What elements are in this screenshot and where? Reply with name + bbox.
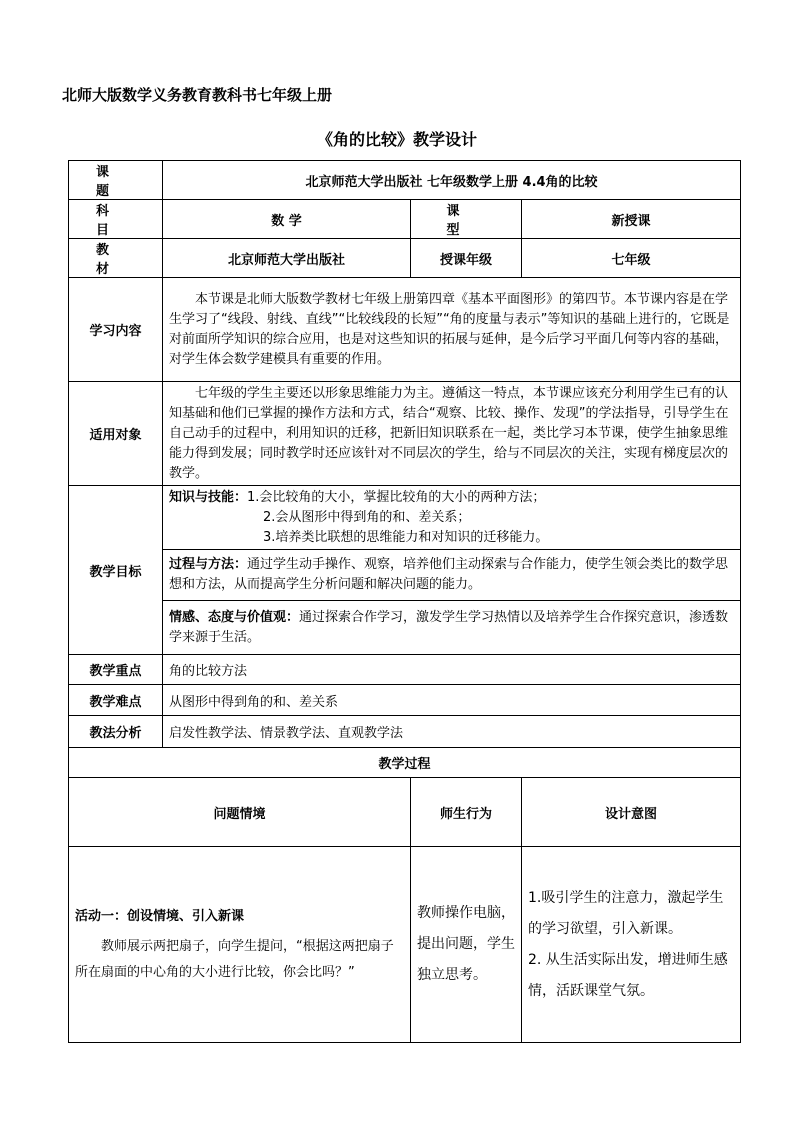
process-text: 通过学生动手操作、观察，培养他们主动探索与合作能力，使学生领会类比的数学思想和方法，从而提高学生分析问题和解决问题的能力。 <box>169 557 729 592</box>
emotion-text: 通过探索合作学习，激发学生学习热情以及培养学生合作探究意识，渗透数学来源于生活。 <box>169 609 729 645</box>
intent-2: 2. 从生活实际出发，增进师生感情，活跃课堂气氛。 <box>528 951 728 999</box>
material-row <box>69 239 741 278</box>
key-point-value: 角的比较方法 <box>163 655 741 685</box>
knowledge-item-1: 1.会比较角的大小，掌握比较角的大小的两种方法； <box>247 489 546 505</box>
methods-value: 启发性教学法、情景教学法、直观教学法 <box>163 716 741 748</box>
lesson-type-value: 新授课 <box>522 200 741 239</box>
col-problem-header: 问题情境 <box>69 778 411 847</box>
goals-label: 教学目标 <box>69 486 163 655</box>
difficulty-label: 教学难点 <box>69 685 163 716</box>
methods-row <box>69 716 741 748</box>
content-text: 本节课是北师大版数学教材七年级上册第四章《基本平面图形》的第四节。本节课内容是在学生学习了“线段、射线、直线”“比较线段的长短”“角的度量与表示”等知识的基础上进行的，它既是对前面所学知识的综合应用，也是对这些知识的拓展与延伸，是今后学习平面几何等内容的基础，对学生体会数学建模具有重要的作用。 <box>163 278 741 382</box>
key-point-row <box>69 655 741 685</box>
col-intent-header: 设计意图 <box>522 778 741 847</box>
subject-row <box>69 200 741 239</box>
key-point-label: 教学重点 <box>69 655 163 685</box>
document-header: 北师大版数学义务教育教科书七年级上册 <box>62 86 333 104</box>
activity-cell <box>69 847 411 1043</box>
process-title-row <box>69 748 741 778</box>
knowledge-item-3: 3.培养类比联想的思维能力和对知识的迁移能力。 <box>263 529 549 545</box>
topic-row <box>69 161 741 200</box>
difficulty-value: 从图形中得到角的和、差关系 <box>163 685 741 716</box>
content-label: 学习内容 <box>69 278 163 382</box>
behavior-cell: 教师操作电脑，提出问题，学生独立思考。 <box>411 847 522 1043</box>
activity-text: 教师展示两把扇子，向学生提问，“根据这两把扇子所在扇面的中心角的大小进行比较，你会比吗？” <box>75 938 394 980</box>
lesson-plan-table <box>68 160 741 1043</box>
knowledge-cell <box>163 486 741 550</box>
lesson-type-label: 课 型 <box>411 200 522 239</box>
topic-label: 课 题 <box>69 161 163 200</box>
goal-process-row <box>69 550 741 601</box>
audience-text: 七年级的学生主要还以形象思维能力为主。遵循这一特点，本节课应该充分利用学生已有的认知基础和他们已掌握的操作方法和方式，结合“观察、比较、操作、发现”的学法指导，引导学生在自己动手的过程中，利用知识的迁移，把新旧知识联系在一起，类比学习本节课，使学生抽象思维能力得到发展；同时教学时还应该针对不同层次的学生，给与不同层次的关注，实现有梯度层次的教学。 <box>163 382 741 486</box>
knowledge-line <box>169 488 734 508</box>
knowledge-label: 知识与技能： <box>169 489 248 505</box>
emotion-cell <box>163 601 741 655</box>
document-title: 《角的比较》教学设计 <box>316 130 477 149</box>
subject-value: 数 学 <box>163 200 411 239</box>
material-value: 北京师范大学出版社 <box>163 239 411 278</box>
activity-title: 活动一：创设情境、引入新课 <box>75 908 245 924</box>
process-label: 过程与方法： <box>169 557 248 572</box>
subject-label: 科 目 <box>69 200 163 239</box>
methods-label: 教法分析 <box>69 716 163 748</box>
audience-label: 适用对象 <box>69 382 163 486</box>
intent-cell <box>522 847 741 1043</box>
content-row <box>69 278 741 382</box>
grade-label: 授课年级 <box>411 239 522 278</box>
emotion-label: 情感、态度与价值观： <box>169 609 300 625</box>
material-label: 教 材 <box>69 239 163 278</box>
process-header-row <box>69 778 741 847</box>
activity-row <box>69 847 741 1043</box>
difficulty-row <box>69 685 741 716</box>
grade-value: 七年级 <box>522 239 741 278</box>
intent-1: 1.吸引学生的注意力，激起学生的学习欲望，引入新课。 <box>528 889 724 937</box>
col-behavior-header: 师生行为 <box>411 778 522 847</box>
audience-row <box>69 382 741 486</box>
process-cell <box>163 550 741 601</box>
topic-value: 北京师范大学出版社 七年级数学上册 4.4角的比较 <box>163 161 741 200</box>
knowledge-item-2: 2.会从图形中得到角的和、差关系； <box>263 509 471 525</box>
goal-emotion-row <box>69 601 741 655</box>
goal-knowledge-row <box>69 486 741 550</box>
process-title: 教学过程 <box>69 748 741 778</box>
